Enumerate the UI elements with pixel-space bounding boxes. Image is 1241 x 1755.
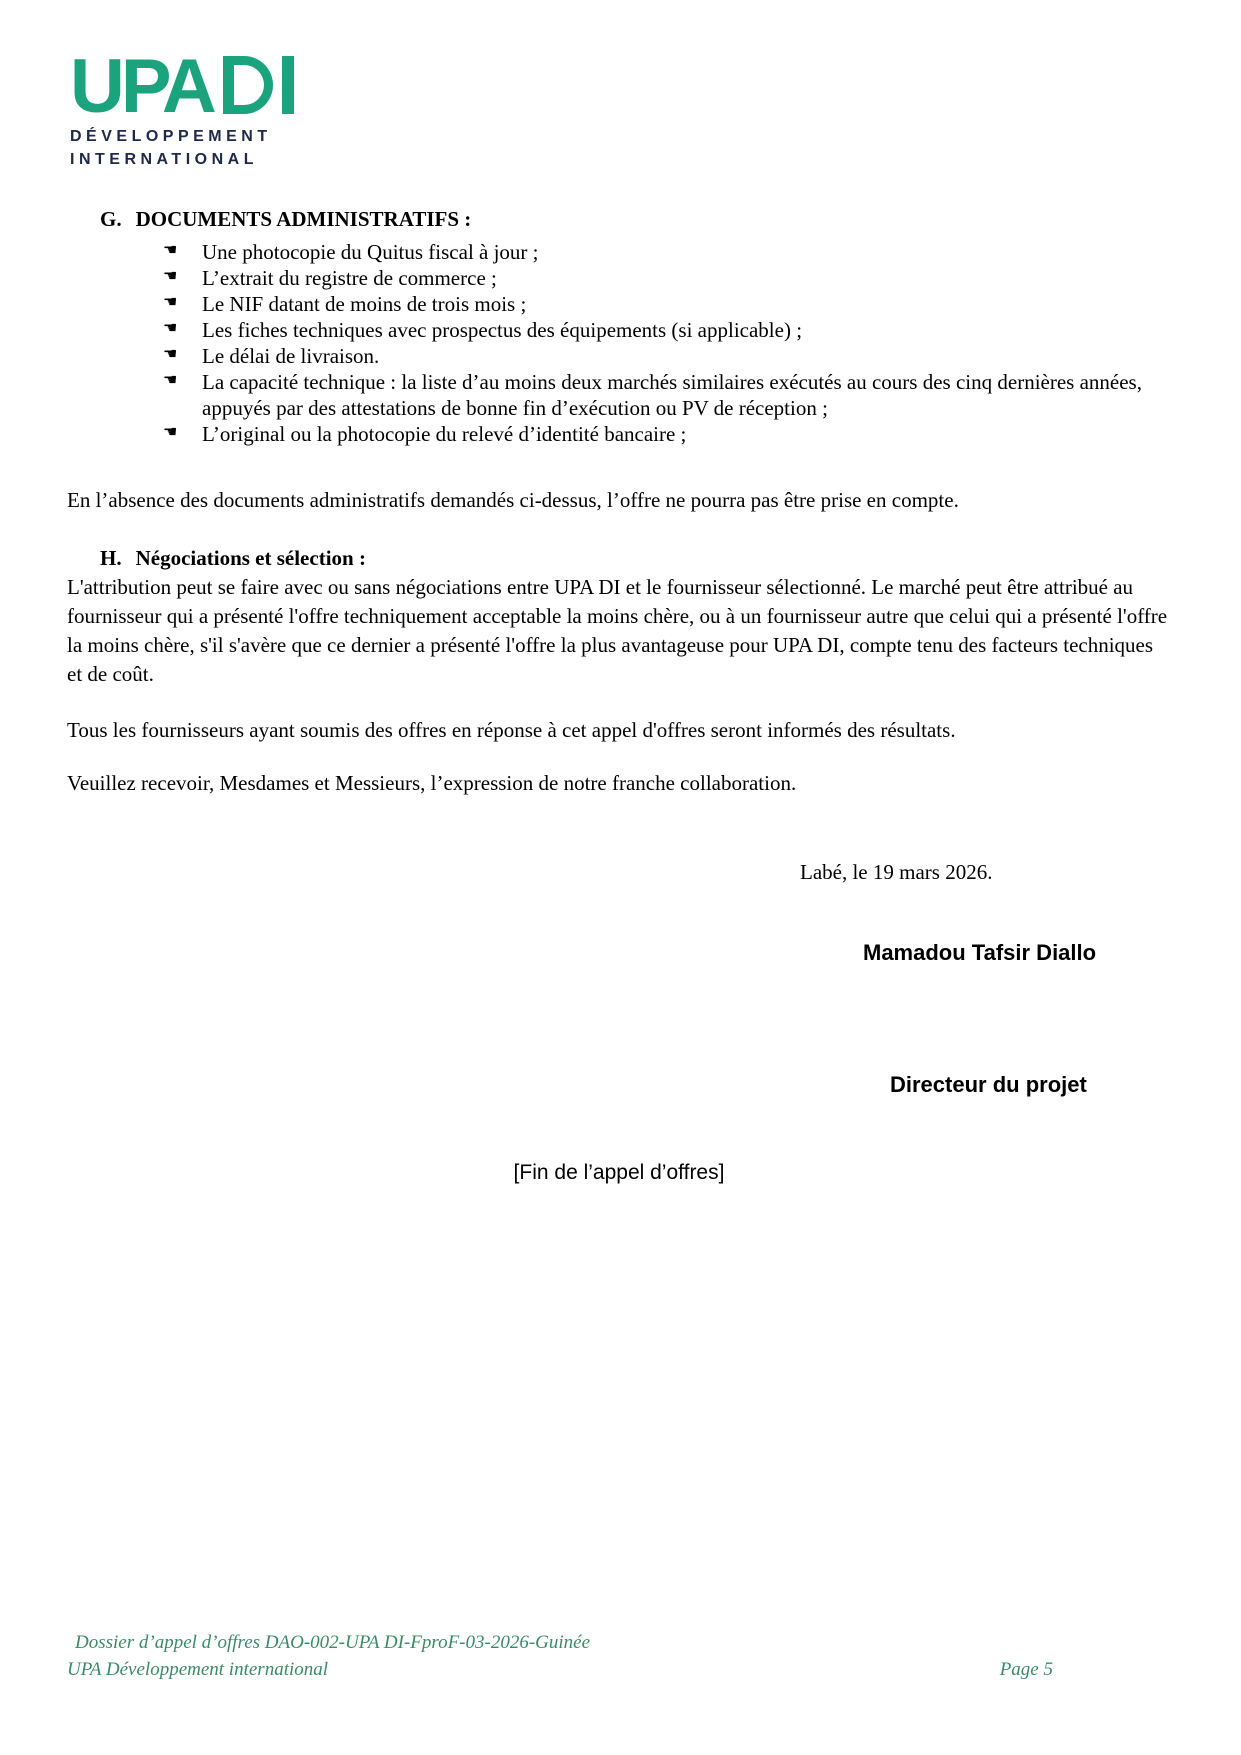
list-item-text: Une photocopie du Quitus fiscal à jour ; xyxy=(202,240,539,264)
document-body xyxy=(67,207,1171,1185)
signature-name: Mamadou Tafsir Diallo xyxy=(863,940,1097,965)
section-g-title: DOCUMENTS ADMINISTRATIFS : xyxy=(135,207,472,231)
paragraph-absence: En l’absence des documents administratifs demandés ci-dessus, l’offre ne pourra pas être prise en compte. xyxy=(67,488,959,512)
pointing-hand-bullet-icon: ☚ xyxy=(163,422,178,441)
logo-subtitle xyxy=(70,125,294,171)
list-item xyxy=(67,239,1171,265)
paragraph-closing: Veuillez recevoir, Mesdames et Messieurs, l’expression de notre franche collaboration. xyxy=(67,771,797,795)
pointing-hand-bullet-icon: ☚ xyxy=(163,266,178,285)
list-item-text: L’original ou la photocopie du relevé d’identité bancaire ; xyxy=(202,422,687,446)
logo-wordmark xyxy=(70,44,294,129)
section-h-heading xyxy=(100,546,1171,571)
pointing-hand-bullet-icon: ☚ xyxy=(163,370,178,389)
list-item xyxy=(67,369,1171,421)
end-of-tender-note: [Fin de l’appel d’offres] xyxy=(513,1161,725,1184)
section-g-label: G. xyxy=(100,207,122,231)
list-item-text: La capacité technique : la liste d’au moins deux marchés similaires exécutés au cours des cinq dernières années, appuyés par des attestations de bonne fin d’exécution ou PV de réception ; xyxy=(202,370,1142,420)
list-item xyxy=(67,291,1171,317)
section-g-heading xyxy=(100,207,1171,232)
footer-reference xyxy=(67,1629,590,1683)
section-h-label: H. xyxy=(100,546,122,570)
upadi-logo xyxy=(70,44,294,171)
logo-i-bar-icon xyxy=(282,56,294,114)
list-item-text: L’extrait du registre de commerce ; xyxy=(202,266,497,290)
list-item-text: Le NIF datant de moins de trois mois ; xyxy=(202,292,527,316)
list-item xyxy=(67,317,1171,343)
logo-subtitle-line1: DÉVELOPPEMENT xyxy=(70,128,272,145)
signature-title: Directeur du projet xyxy=(890,1072,1087,1097)
paragraph-results: Tous les fournisseurs ayant soumis des offres en réponse à cet appel d'offres seront informés des résultats. xyxy=(67,718,956,742)
list-item-text: Le délai de livraison. xyxy=(202,344,380,368)
pointing-hand-bullet-icon: ☚ xyxy=(163,292,178,311)
logo-subtitle-line2: INTERNATIONAL xyxy=(70,151,258,168)
pointing-hand-bullet-icon: ☚ xyxy=(163,344,178,363)
logo-d-outline-icon xyxy=(223,56,273,114)
place-date: Labé, le 19 mars 2026. xyxy=(800,860,993,884)
list-item xyxy=(67,265,1171,291)
page-footer xyxy=(67,1629,1053,1683)
pointing-hand-bullet-icon: ☚ xyxy=(163,318,178,337)
logo-upa-text: UPA xyxy=(70,44,213,129)
list-item xyxy=(67,343,1171,369)
page-number: Page 5 xyxy=(999,1659,1053,1680)
section-h-title: Négociations et sélection : xyxy=(135,546,366,570)
section-h-body: L'attribution peut se faire avec ou sans négociations entre UPA DI et le fournisseur sélectionné. Le marché peut être attribué au fournisseur qui a présenté l'offre techniquement acceptable la moins chère, ou à un fournisseur autre que celui qui a présenté l'offre la moins chère, s'il s'avère que ce dernier a présenté l'offre la plus avantageuse pour UPA DI, compte tenu des facteurs techniques et de coût. xyxy=(67,575,1168,686)
pointing-hand-bullet-icon: ☚ xyxy=(163,240,178,259)
footer-dossier-reference: Dossier d’appel d’offres DAO-002-UPA DI-FproF-03-2026-Guinée xyxy=(75,1632,591,1653)
section-g-bullet-list xyxy=(67,239,1171,447)
list-item xyxy=(67,421,1171,447)
footer-organization: UPA Développement international xyxy=(67,1659,329,1680)
list-item-text: Les fiches techniques avec prospectus des équipements (si applicable) ; xyxy=(202,318,803,342)
